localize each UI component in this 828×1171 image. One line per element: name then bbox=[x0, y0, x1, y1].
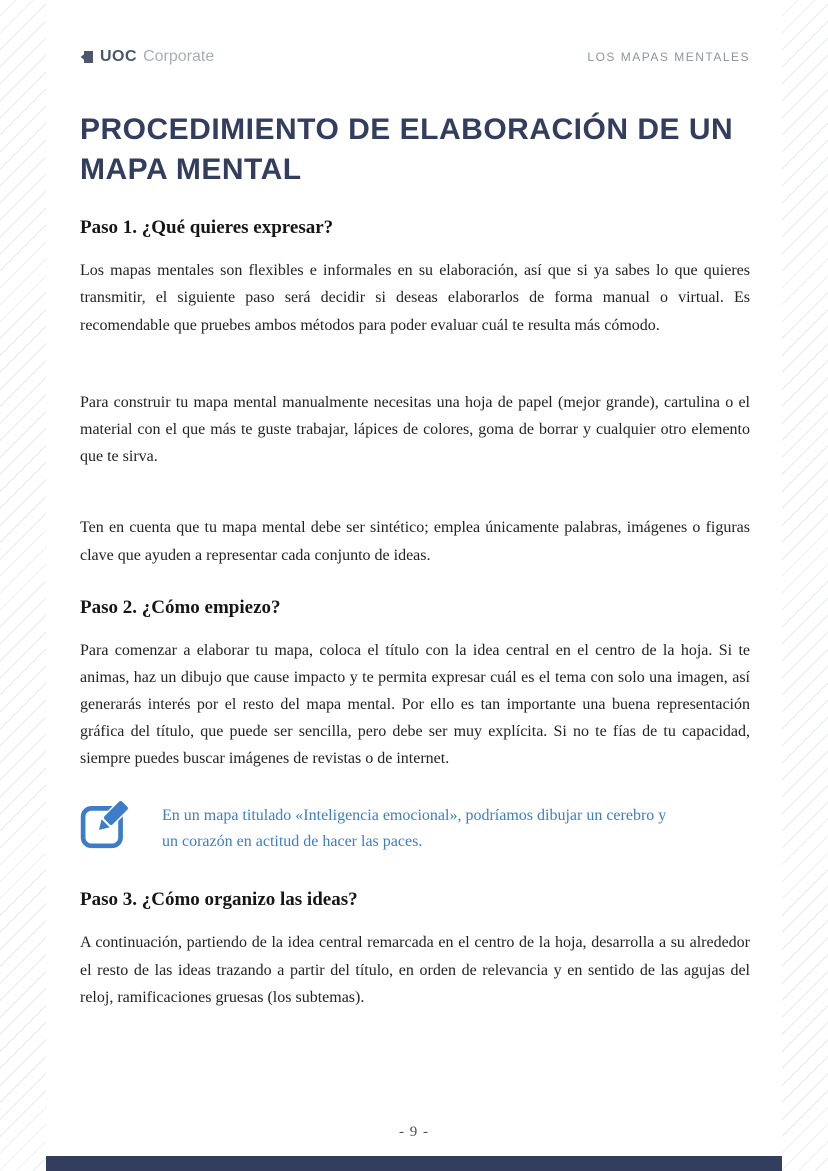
section-heading-paso-1: Paso 1. ¿Qué quieres expresar? bbox=[80, 217, 334, 239]
section-heading-paso-3: Paso 3. ¿Cómo organizo las ideas? bbox=[80, 889, 358, 911]
uoc-corporate-logo bbox=[80, 48, 214, 66]
page-number: - 9 - bbox=[399, 1124, 429, 1140]
callout-text: En un mapa titulado «Inteligencia emocional», podríamos dibujar un cerebro y un corazón en actitud de hacer las paces. bbox=[162, 806, 667, 851]
right-margin-stripes bbox=[782, 0, 828, 1171]
left-margin-stripes bbox=[0, 0, 46, 1171]
running-title: LOS MAPAS MENTALES bbox=[587, 50, 750, 64]
page-header bbox=[80, 48, 750, 66]
paragraph: Para construir tu mapa mental manualmente necesitas una hoja de papel (mejor grande), cartulina o el material con el que más te guste trabajar, lápices de colores, goma de borrar y cualquier otro elemento que te sirva. bbox=[80, 393, 750, 466]
uoc-logo-icon bbox=[80, 50, 94, 64]
page-footer bbox=[0, 1124, 828, 1141]
logo-primary-text: UOC bbox=[100, 48, 138, 65]
paragraph: Los mapas mentales son flexibles e informales en su elaboración, así que si ya sabes lo que quieres transmitir, el siguiente paso será decidir si deseas elaborarlos de forma manual o virtual. Es recomendable que pruebes ambos métodos para poder evaluar cuál te resulta más cómodo. bbox=[80, 262, 750, 334]
page-content bbox=[80, 0, 750, 1011]
page-title: PROCEDIMIENTO DE ELABORACIÓN DE UN MAPA MENTAL bbox=[80, 113, 734, 186]
logo-secondary-text: Corporate bbox=[143, 48, 215, 65]
paragraph: A continuación, partiendo de la idea central remarcada en el centro de la hoja, desarrolla a su alrededor el resto de las ideas trazando a partir del título, en orden de relevancia y en sentido de las agujas del reloj, ramificaciones gruesas (los subtemas). bbox=[80, 934, 750, 1006]
example-callout bbox=[80, 799, 750, 856]
paragraph: Para comenzar a elaborar tu mapa, coloca el título con la idea central en el centro de la hoja. Si te animas, haz un dibujo que cause impacto y te permita expresar cuál es el tema con solo una imagen, así generarás interés por el resto del mapa mental. Por ello es tan importante una buena representación gráfica del título, que puede ser sencilla, pero debe ser muy explícita. Si no te fías de tu capacidad, siempre puedes buscar imágenes de revistas o de internet. bbox=[80, 641, 750, 768]
section-heading-paso-2: Paso 2. ¿Cómo empiezo? bbox=[80, 596, 281, 618]
bottom-accent-bar bbox=[46, 1156, 782, 1171]
paragraph: Ten en cuenta que tu mapa mental debe ser sintético; emplea únicamente palabras, imágenes o figuras clave que ayuden a representar cada conjunto de ideas. bbox=[80, 519, 750, 564]
pencil-edit-icon bbox=[80, 799, 132, 851]
